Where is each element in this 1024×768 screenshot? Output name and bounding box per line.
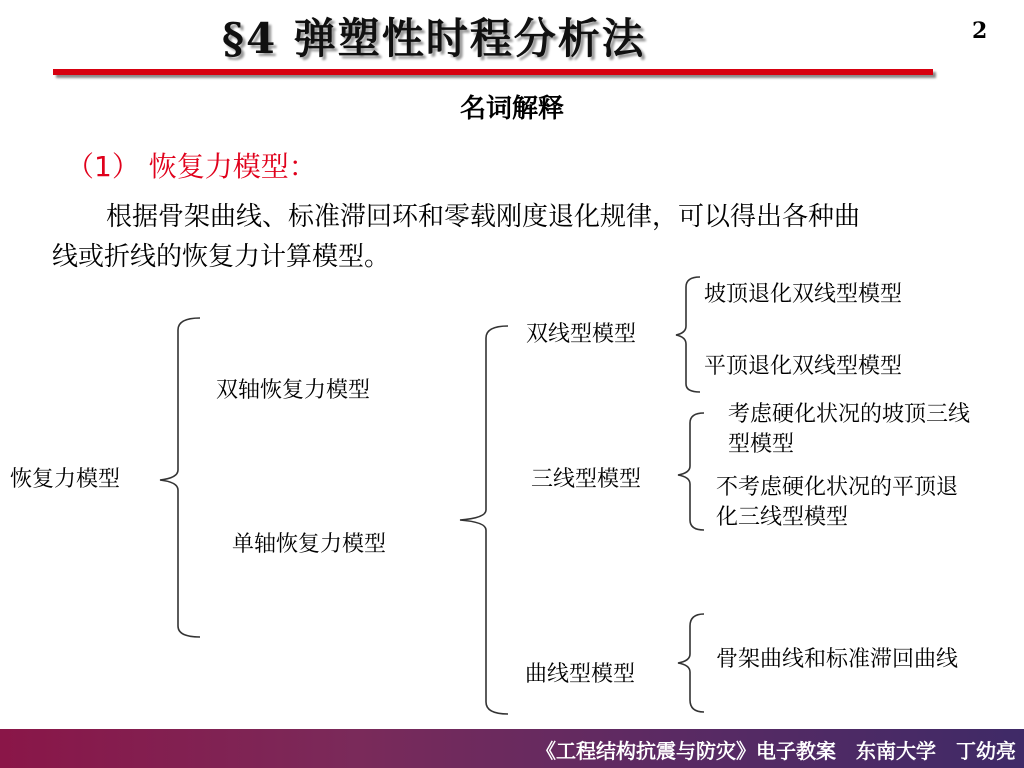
tree-node-bilinear: 双线型模型 <box>526 322 637 347</box>
slide-title: §4 弹塑性时程分析法 <box>222 14 646 63</box>
tree-root-node: 恢复力模型 <box>10 467 121 492</box>
body-paragraph-line-2: 线或折线的恢复力计算模型。 <box>52 242 391 272</box>
footer-text: 《工程结构抗震与防灾》电子教案 东南大学 丁幼亮 <box>536 739 1016 763</box>
trilinear-bracket <box>678 413 704 530</box>
bilinear-bracket <box>676 277 700 392</box>
tree-node-biaxial: 双轴恢复力模型 <box>216 378 371 403</box>
footer-bar <box>0 729 1024 768</box>
tree-leaf-skeleton-hysteresis: 骨架曲线和标准滞回曲线 <box>716 647 959 672</box>
root-bracket <box>160 318 200 637</box>
body-paragraph-line-1: 根据骨架曲线、标准滞回环和零载刚度退化规律，可以得出各种曲 <box>106 202 861 232</box>
tree-node-uniaxial: 单轴恢复力模型 <box>232 532 387 557</box>
tree-node-curve: 曲线型模型 <box>525 662 636 687</box>
tree-leaf-hardening-trilinear-line-2: 型模型 <box>728 432 795 457</box>
single-axis-bracket <box>460 326 508 714</box>
section-subtitle: 名词解释 <box>459 94 564 124</box>
section-heading: （1） 恢复力模型： <box>66 150 317 183</box>
tree-leaf-no-hardening-trilinear-line-1: 不考虑硬化状况的平顶退 <box>716 475 959 500</box>
tree-node-trilinear: 三线型模型 <box>531 467 642 492</box>
tree-leaf-hardening-trilinear-line-1: 考虑硬化状况的坡顶三线 <box>728 402 971 427</box>
curve-bracket <box>678 614 704 712</box>
tree-leaf-flat-bilinear: 平顶退化双线型模型 <box>704 354 903 379</box>
tree-leaf-no-hardening-trilinear-line-2: 化三线型模型 <box>716 505 849 530</box>
tree-leaf-sloped-bilinear: 坡顶退化双线型模型 <box>704 282 903 307</box>
page-number: 2 <box>972 18 988 44</box>
